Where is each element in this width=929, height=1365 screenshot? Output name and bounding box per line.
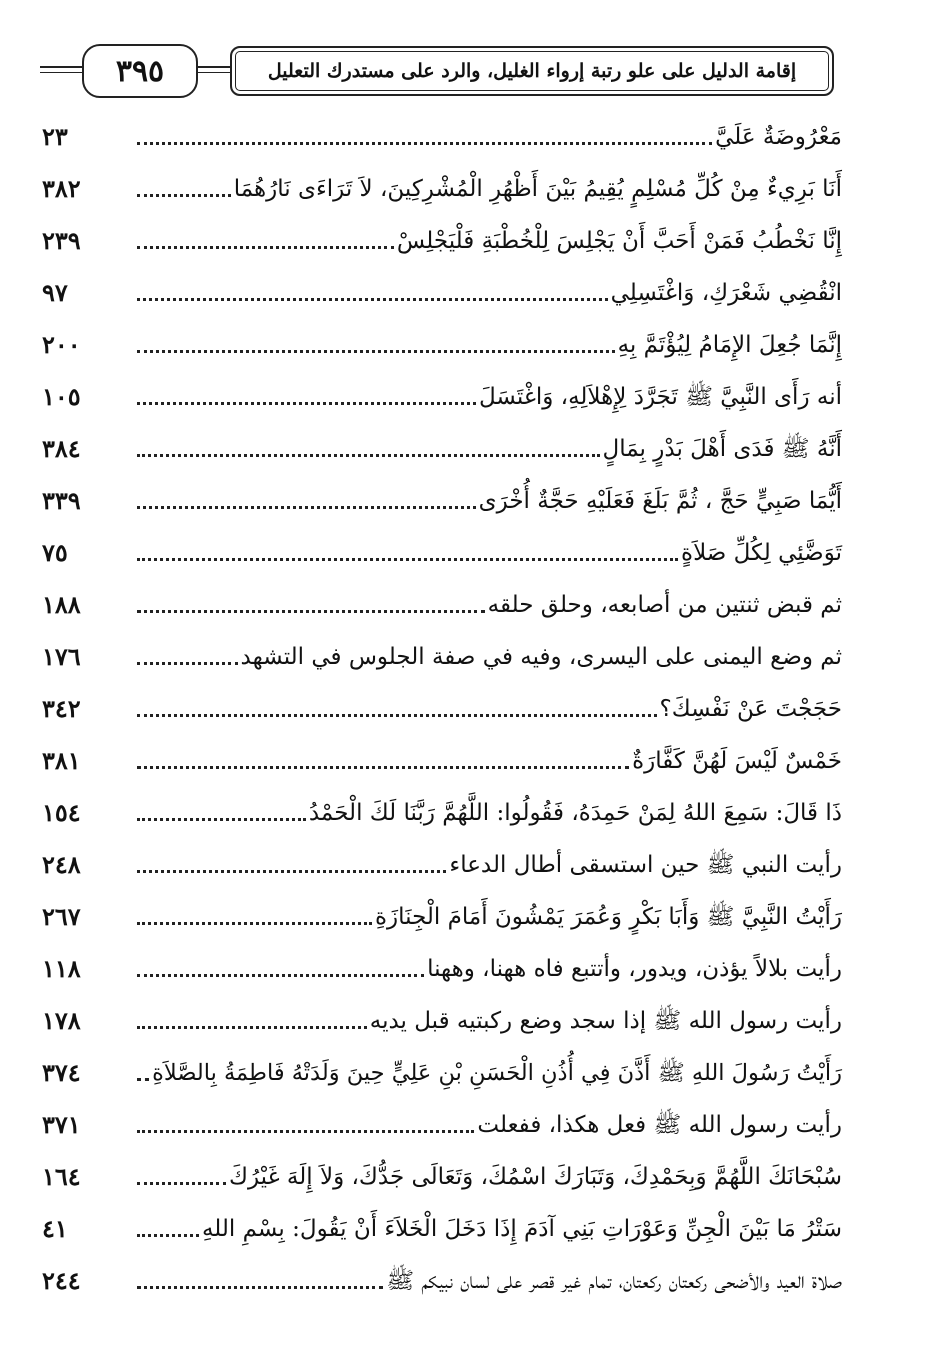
index-entry	[42, 568, 842, 620]
entry-page: ١٦٤	[42, 1162, 81, 1191]
entry-page: ٢٣	[42, 122, 68, 151]
leader-dots	[137, 922, 372, 925]
index-entry	[42, 1088, 842, 1140]
index-entry	[42, 412, 842, 464]
entry-text: خَمْسٌ لَيْسَ لَهُنَّ كَفَّارَةٌ	[632, 748, 842, 774]
entry-page: ٣٤٢	[42, 694, 81, 723]
entry-text: رأيت بلالاً يؤذن، ويدور، وأتتبع فاه ههنا، وههنا	[427, 956, 842, 982]
leader-dots	[137, 714, 657, 717]
entry-text: ذَا قَالَ: سَمِعَ اللهُ لِمَنْ حَمِدَهُ، فَقُولُوا: اللَّهُمَّ رَبَّنَا لَكَ الْحَمْدُ	[308, 800, 842, 826]
entry-page: ٢٤٤	[42, 1266, 81, 1295]
index-entry	[42, 152, 842, 204]
entry-text: أنه رَأَى النَّبِيَّ ﷺ تَجَرَّدَ لِإِهْلاَلِهِ، وَاغْتَسَلَ	[478, 384, 842, 410]
leader-dots	[137, 454, 600, 457]
index-entry	[42, 828, 842, 880]
entry-text: ثم قبض ثنتين من أصابعه، وحلق حلقه	[487, 592, 842, 618]
leader-dots	[137, 506, 476, 509]
entry-text: سُبْحَانَكَ اللَّهُمَّ وَبِحَمْدِكَ، وَتَبَارَكَ اسْمُكَ، وَتَعَالَى جَدُّكَ، وَلاَ إِلَهَ غَيْرُكَ	[229, 1164, 842, 1190]
entry-page: ١٨٨	[42, 590, 81, 619]
index-entry	[42, 1140, 842, 1192]
entry-page: ٢٣٩	[42, 226, 81, 255]
leader-dots	[137, 662, 238, 665]
leader-dots	[137, 1130, 474, 1133]
entry-page: ٧٥	[42, 538, 68, 567]
entry-text: أَيُّمَا صَبِيٍّ حَجَّ ، ثُمَّ بَلَغَ فَعَلَيْهِ حَجَّةٌ أُخْرَى	[478, 488, 842, 514]
leader-dots	[137, 350, 615, 353]
entry-page: ١٠٥	[42, 382, 81, 411]
leader-dots	[137, 558, 678, 561]
leader-dots	[137, 142, 712, 145]
index-entry	[42, 1192, 842, 1244]
leader-dots	[137, 194, 231, 197]
index-entry	[42, 776, 842, 828]
entry-text: رأيت رسول الله ﷺ إذا سجد وضع ركبتيه قبل يديه	[369, 1008, 842, 1034]
leader-dots	[137, 766, 629, 769]
entry-text: صلاة العيد والأضحى ركعتان ركعتان، تمام غير قصر على لسان نبيكم ﷺ	[386, 1268, 842, 1294]
entry-page: ٢٦٧	[42, 902, 81, 931]
leader-dots	[137, 610, 485, 613]
entry-page: ٣٧١	[42, 1110, 81, 1139]
entry-text: حَجَجْتَ عَنْ نَفْسِكَ؟	[659, 696, 842, 722]
index-entry	[42, 516, 842, 568]
entry-text: رأيت رسول الله ﷺ فعل هكذا، ففعلت	[477, 1112, 842, 1138]
entry-page: ٣٨٢	[42, 174, 81, 203]
entry-page: ٣٧٤	[42, 1058, 81, 1087]
entry-text: رَأَيْتُ رَسُولَ اللهِ ﷺ أَذَّنَ فِي أُذُنِ الْحَسَنِ بْنِ عَلِيٍّ حِينَ وَلَدَتْهُ فَاطِمَةُ بِالصَّلاَةِ	[152, 1060, 842, 1086]
running-title: إقامة الدليل على علو رتبة إرواء الغليل، والرد على مستدرك التعليل	[230, 46, 834, 96]
index-entry	[42, 932, 842, 984]
index-entry	[42, 880, 842, 932]
index-entry	[42, 672, 842, 724]
entry-page: ٣٨١	[42, 746, 81, 775]
index-entry	[42, 620, 842, 672]
index-entry	[42, 464, 842, 516]
entry-page: ٣٣٩	[42, 486, 81, 515]
entry-page: ١٧٦	[42, 642, 81, 671]
page-header	[40, 44, 830, 100]
index-entry	[42, 204, 842, 256]
entry-page: ١٧٨	[42, 1006, 81, 1035]
leader-dots	[137, 1286, 383, 1289]
leader-dots	[137, 1234, 199, 1237]
index-entry	[42, 724, 842, 776]
header-rule-middle-thin	[194, 72, 232, 73]
header-rule-left-thin	[40, 72, 84, 73]
leader-dots	[137, 246, 394, 249]
entry-page: ٣٨٤	[42, 434, 81, 463]
index-entry	[42, 308, 842, 360]
entry-page: ١١٨	[42, 954, 81, 983]
entry-text: مَعْرُوضَةٌ عَلَيَّ	[715, 124, 842, 150]
leader-dots	[137, 1182, 226, 1185]
header-rule-middle	[194, 66, 232, 68]
entry-text: إِنَّمَا جُعِلَ الإِمَامُ لِيُؤْتَمَّ بِهِ	[617, 332, 842, 358]
entry-text: انْقُضِي شَعْرَكِ، وَاغْتَسِلِي	[610, 280, 842, 306]
page-number: ٣٩٥	[82, 44, 198, 98]
index-entry	[42, 984, 842, 1036]
entry-page: ١٥٤	[42, 798, 81, 827]
index-entry	[42, 1036, 842, 1088]
entry-page: ٤١	[42, 1214, 68, 1243]
index-entry	[42, 100, 842, 152]
leader-dots	[137, 1078, 149, 1081]
entry-text: إِنَّا نَخْطُبُ فَمَنْ أَحَبَّ أَنْ يَجْلِسَ لِلْخُطْبَةِ فَلْيَجْلِسْ	[396, 228, 842, 254]
entry-text: ثم وضع اليمنى على اليسرى، وفيه في صفة الجلوس في التشهد	[240, 644, 842, 670]
leader-dots	[137, 298, 608, 301]
index-entry	[42, 256, 842, 308]
entry-text: أَنَا بَرِيءٌ مِنْ كُلِّ مُسْلِمٍ يُقِيمُ بَيْنَ أَظْهُرِ الْمُشْرِكِينَ، لاَ تَرَاءَى نَارُهُمَا	[233, 176, 842, 202]
entry-text: سَتْرُ مَا بَيْنَ الْجِنِّ وَعَوْرَاتِ بَنِي آدَمَ إِذَا دَخَلَ الْخَلاَءَ أَنْ يَقُولَ: بِسْمِ اللهِ	[201, 1216, 842, 1242]
index-entry	[42, 1244, 842, 1296]
entry-page: ٢٤٨	[42, 850, 81, 879]
leader-dots	[137, 818, 306, 821]
leader-dots	[137, 870, 446, 873]
leader-dots	[137, 974, 424, 977]
entry-text: رأيت النبي ﷺ حين استسقى أطال الدعاء	[449, 852, 842, 878]
leader-dots	[137, 402, 476, 405]
entry-page: ٢٠٠	[42, 330, 81, 359]
entry-text: تَوَضَّئِي لِكُلِّ صَلاَةٍ	[681, 540, 842, 566]
entry-page: ٩٧	[42, 278, 68, 307]
entry-text: رَأَيْتُ النَّبِيَّ ﷺ وَأَبَا بَكْرٍ وَعُمَرَ يَمْشُونَ أَمَامَ الْجِنَازَةِ	[374, 904, 842, 930]
index-entry	[42, 360, 842, 412]
header-rule-left	[40, 66, 84, 68]
entry-text: أَنَّهُ ﷺ فَدَى أَهْلَ بَدْرٍ بِمَالٍ	[602, 436, 842, 462]
leader-dots	[137, 1026, 367, 1029]
